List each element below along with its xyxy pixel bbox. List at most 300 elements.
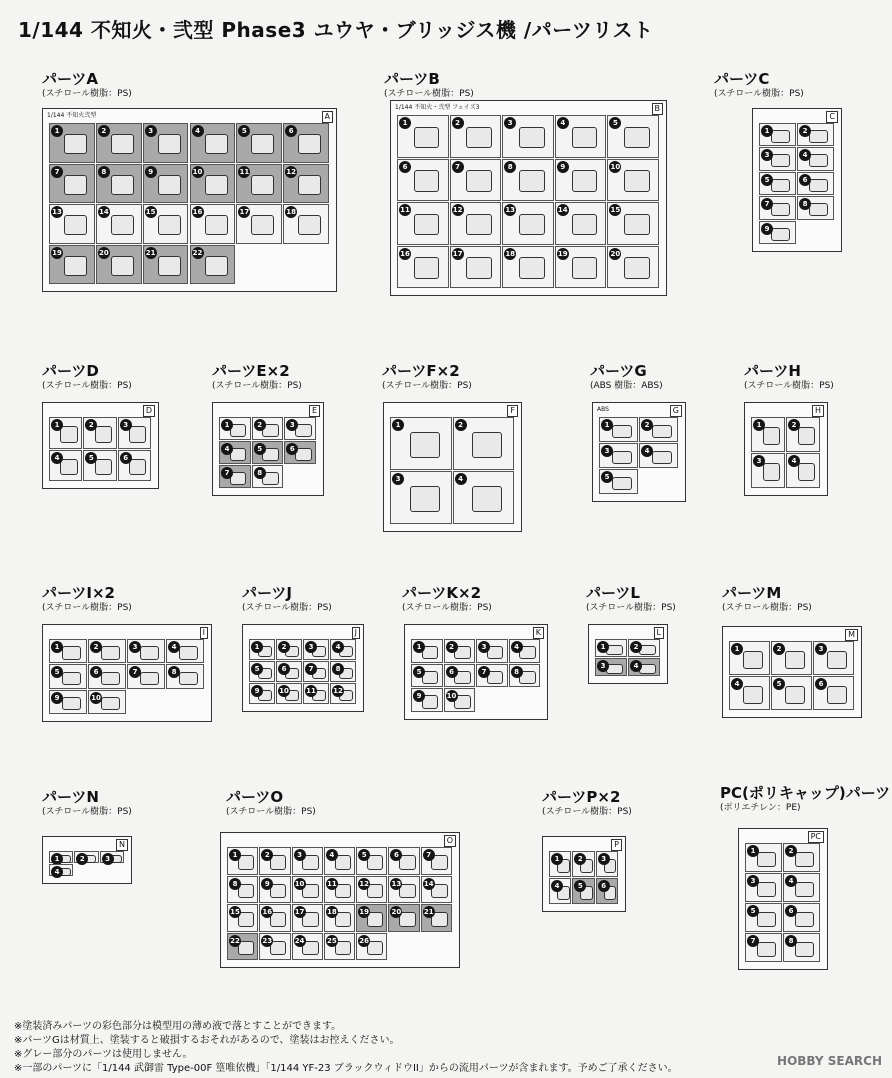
part-shape [771, 130, 790, 143]
part-number-badge: 7 [747, 935, 759, 947]
part-number-badge: 18 [286, 208, 297, 216]
sprue-cell [127, 664, 165, 688]
part-number-badge: 10 [279, 687, 289, 695]
part-number-badge: 12 [286, 167, 297, 176]
part-number-badge: 1 [51, 125, 63, 137]
sprue-cell [276, 683, 302, 704]
sprue-cell [330, 683, 356, 704]
part-shape [771, 179, 790, 192]
part-number-badge: 2 [574, 853, 586, 865]
sprue-cell [100, 851, 124, 863]
sprue-cell [759, 221, 796, 244]
part-number-badge: 5 [85, 452, 97, 464]
part-shape [798, 427, 816, 445]
part-shape [414, 214, 440, 236]
part-number-badge: 8 [229, 878, 241, 890]
sprue-cell [49, 864, 73, 876]
block-name: パーツK×2 [402, 584, 482, 602]
runner-j [242, 624, 364, 712]
runner-letter-tag: D [143, 405, 155, 417]
part-number-badge: 8 [168, 666, 180, 678]
part-shape [612, 451, 632, 465]
part-number-badge: 2 [785, 845, 797, 857]
part-number-badge: 2 [278, 641, 290, 653]
runner-c [752, 108, 842, 252]
part-number-badge: 1 [413, 641, 425, 653]
part-shape [179, 646, 199, 659]
block-material: (スチロール樹脂：PS) [542, 807, 632, 817]
sprue-cell [388, 876, 419, 904]
sprue-cell [330, 639, 356, 660]
sprue-cell [324, 933, 355, 961]
part-shape [572, 170, 598, 192]
part-number-badge: 22 [192, 248, 203, 257]
part-number-badge: 3 [145, 125, 157, 137]
part-shape [298, 175, 321, 195]
sprue-cell [450, 115, 502, 158]
sprue-cell [639, 417, 678, 442]
part-shape [111, 175, 134, 195]
sprue-cell [607, 159, 659, 202]
part-shape [64, 175, 87, 195]
part-shape [111, 134, 134, 154]
part-shape [809, 154, 828, 167]
part-number-badge: 9 [251, 685, 263, 697]
part-shape [466, 214, 492, 236]
sprue-cell [292, 904, 323, 932]
block-name: パーツA [42, 70, 99, 88]
part-number-badge: 2 [788, 419, 800, 431]
part-number-badge: 3 [598, 853, 610, 865]
sprue-cell [324, 847, 355, 875]
part-number-badge: 1 [392, 419, 404, 431]
sprue-cell [411, 688, 443, 712]
sprue-cell [143, 164, 189, 204]
sprue-cell [453, 417, 515, 470]
part-number-badge: 9 [761, 223, 773, 235]
part-number-badge: 3 [747, 875, 759, 887]
sprue-cell [783, 933, 820, 962]
part-number-badge: 1 [747, 845, 759, 857]
sprue-cell [259, 876, 290, 904]
part-number-badge: 6 [390, 849, 402, 861]
part-shape [827, 651, 848, 669]
sprue-cell [639, 443, 678, 468]
sprue-cell [88, 690, 126, 714]
part-number-badge: 2 [76, 853, 88, 865]
sprue-cell [411, 639, 443, 663]
runner-a [42, 108, 337, 292]
sprue-cell [555, 202, 607, 245]
sprue-cell [227, 933, 258, 961]
part-number-badge: 16 [400, 249, 410, 258]
block-material: (スチロール樹脂：PS) [42, 603, 132, 613]
sprue-cell [797, 123, 834, 146]
part-shape [757, 882, 776, 898]
runner-k [404, 624, 548, 720]
sprue-cell [227, 847, 258, 875]
part-number-badge: 2 [630, 641, 642, 653]
sprue-cell [596, 878, 618, 904]
part-shape [612, 477, 632, 491]
sprue-cell [249, 639, 275, 660]
part-shape [466, 170, 492, 192]
block-name: パーツH [744, 362, 801, 380]
block-name: パーツM [722, 584, 782, 602]
part-number-badge: 8 [511, 666, 523, 678]
part-number-badge: 6 [815, 678, 827, 690]
part-number-badge: 7 [129, 666, 141, 678]
part-number-badge: 7 [452, 161, 464, 173]
part-number-badge: 10 [294, 879, 305, 888]
part-shape [60, 459, 77, 476]
block-name: パーツI×2 [42, 584, 115, 602]
part-number-badge: 20 [98, 248, 109, 257]
runner-l [588, 624, 668, 684]
part-number-badge: 5 [601, 471, 613, 483]
part-number-badge: 12 [333, 687, 343, 695]
part-number-badge: 8 [785, 935, 797, 947]
part-number-badge: 20 [391, 908, 402, 916]
runner-letter-tag: K [533, 627, 544, 639]
sprue-cell [390, 417, 452, 470]
runner-d [42, 402, 159, 489]
sprue-cell [786, 417, 820, 452]
part-shape [795, 942, 814, 958]
block-name: パーツG [590, 362, 647, 380]
part-shape [757, 942, 776, 958]
part-number-badge: 4 [326, 849, 338, 861]
sprue-cell [596, 851, 618, 877]
part-shape [572, 214, 598, 236]
sprue-cell [397, 246, 449, 289]
sprue-cell [549, 878, 571, 904]
part-number-badge: 5 [238, 125, 250, 137]
sprue-cell [797, 147, 834, 170]
sprue-cell [74, 851, 98, 863]
part-shape [298, 134, 321, 154]
sprue-cell [252, 441, 284, 464]
block-material: (スチロール樹脂：PS) [402, 603, 492, 613]
sprue-cell [450, 246, 502, 289]
part-number-badge: 7 [221, 467, 233, 479]
sprue-cell [595, 658, 627, 676]
part-number-badge: 11 [326, 879, 337, 888]
sprue-cell [453, 471, 515, 524]
sprue-cell [143, 123, 189, 163]
part-number-badge: 19 [359, 908, 370, 916]
block-g-header [590, 362, 663, 392]
sprue-cell [476, 664, 508, 688]
part-number-badge: 9 [413, 690, 425, 702]
part-number-badge: 26 [359, 936, 370, 945]
sprue-cell [88, 639, 126, 663]
part-number-badge: 3 [601, 445, 613, 457]
sprue-cell [283, 204, 329, 244]
part-number-badge: 1 [221, 419, 233, 431]
block-p-header [542, 788, 632, 818]
part-number-badge: 23 [262, 936, 273, 945]
runner-letter-tag: F [507, 405, 518, 417]
part-shape [624, 214, 650, 236]
note-line: ※塗装済みパーツの彩色部分は模型用の薄め液で落とすことができます。 [14, 1021, 342, 1032]
part-shape [111, 256, 134, 276]
sprue-cell [252, 417, 284, 440]
block-material: (スチロール樹脂：PS) [384, 89, 474, 99]
sprue-cell [628, 658, 660, 676]
part-number-badge: 6 [446, 666, 458, 678]
part-shape [809, 203, 828, 216]
runner-plate-text: ABS [597, 406, 609, 413]
part-number-badge: 10 [192, 167, 203, 176]
sprue-cell [397, 159, 449, 202]
part-shape [410, 486, 440, 512]
sprue-cell [96, 164, 142, 204]
sprue-cell [49, 204, 95, 244]
sprue-cell [249, 683, 275, 704]
part-number-badge: 3 [815, 643, 827, 655]
sprue-cell [476, 639, 508, 663]
sprue-cell [797, 172, 834, 195]
part-shape [140, 646, 160, 659]
part-shape [129, 459, 146, 476]
part-number-badge: 4 [551, 880, 563, 892]
runner-letter-tag: H [812, 405, 824, 417]
part-shape [466, 127, 492, 149]
sprue-cell [450, 202, 502, 245]
part-number-badge: 8 [332, 663, 344, 675]
runner-letter-tag: C [826, 111, 838, 123]
part-number-badge: 15 [610, 206, 621, 214]
part-number-badge: 4 [51, 866, 63, 878]
part-shape [472, 486, 502, 512]
part-number-badge: 2 [446, 641, 458, 653]
part-number-badge: 13 [505, 206, 516, 214]
sprue-cell [227, 904, 258, 932]
sprue-cell [190, 123, 236, 163]
part-shape [624, 170, 650, 192]
sprue-cell [284, 441, 316, 464]
part-number-badge: 4 [557, 117, 569, 129]
sprue-cell [450, 159, 502, 202]
sprue-cell [166, 664, 204, 688]
note-line: ※グレー部分のパーツは使用しません。 [14, 1049, 193, 1060]
part-number-badge: 25 [326, 936, 337, 945]
sprue-cell [219, 465, 251, 488]
runner-letter-tag: A [322, 111, 333, 123]
sprue-cell [502, 159, 554, 202]
sprue-cell [96, 245, 142, 285]
sprue-cell [628, 639, 660, 657]
part-shape [771, 203, 790, 216]
block-material: (ポリエチレン：PE) [720, 803, 801, 813]
sprue-cell [284, 417, 316, 440]
part-number-badge: 4 [630, 660, 642, 672]
part-shape [205, 215, 228, 235]
runner-letter-tag: B [652, 103, 664, 115]
part-shape [60, 426, 77, 443]
block-b-header [384, 70, 474, 100]
part-shape [612, 425, 632, 439]
block-name: パーツO [226, 788, 284, 806]
sprue-cell [390, 471, 452, 524]
part-shape [572, 127, 598, 149]
part-number-badge: 3 [478, 641, 490, 653]
part-shape [158, 256, 181, 276]
sprue-cell [190, 245, 236, 285]
block-material: (スチロール樹脂：PS) [586, 603, 676, 613]
sprue-cell [555, 159, 607, 202]
part-shape [572, 257, 598, 279]
block-n-header [42, 788, 132, 818]
part-number-badge: 1 [753, 419, 765, 431]
part-number-badge: 2 [452, 117, 464, 129]
runner-letter-tag: N [116, 839, 128, 851]
block-material: (スチロール樹脂：PS) [42, 89, 132, 99]
part-number-badge: 2 [254, 419, 266, 431]
part-shape [519, 257, 545, 279]
part-number-badge: 4 [51, 452, 63, 464]
runner-b [390, 100, 667, 296]
block-name: パーツN [42, 788, 99, 806]
part-number-badge: 15 [230, 908, 240, 916]
part-shape [298, 215, 321, 235]
part-number-badge: 3 [597, 660, 609, 672]
sprue-cell [276, 661, 302, 682]
part-number-badge: 4 [785, 875, 797, 887]
part-number-badge: 1 [51, 641, 63, 653]
runner-letter-tag: G [670, 405, 682, 417]
part-number-badge: 3 [120, 419, 132, 431]
part-number-badge: 8 [98, 166, 110, 178]
part-shape [129, 426, 146, 443]
runner-g [592, 402, 686, 502]
sprue-cell [751, 417, 785, 452]
sprue-cell [388, 847, 419, 875]
part-shape [785, 651, 806, 669]
part-number-badge: 6 [399, 161, 411, 173]
sprue-cell [303, 661, 329, 682]
part-number-badge: 5 [51, 666, 63, 678]
block-name: PC(ポリキャップ)パーツ [720, 784, 891, 802]
part-number-badge: 19 [52, 248, 62, 257]
sprue-cell [88, 664, 126, 688]
block-c-header [714, 70, 804, 100]
part-number-badge: 14 [557, 206, 568, 214]
block-name: パーツB [384, 70, 440, 88]
block-material: (スチロール樹脂：PS) [714, 89, 804, 99]
runner-e [212, 402, 324, 496]
sprue-cell [509, 639, 541, 663]
runner-letter-tag: O [444, 835, 456, 847]
part-number-badge: 2 [773, 643, 785, 655]
block-j-header [242, 584, 332, 614]
sprue-cell [509, 664, 541, 688]
part-number-badge: 5 [358, 849, 370, 861]
sprue-cell [49, 690, 87, 714]
sprue-cell [599, 443, 638, 468]
part-number-badge: 1 [251, 641, 263, 653]
runner-plate-text: 1/144 不知火弐型 [47, 112, 97, 119]
part-number-badge: 13 [391, 879, 402, 888]
part-number-badge: 4 [511, 641, 523, 653]
sprue-cell [143, 245, 189, 285]
part-number-badge: 5 [574, 880, 586, 892]
sprue-cell [96, 123, 142, 163]
part-number-badge: 14 [98, 208, 109, 216]
part-shape [795, 852, 814, 868]
sprue-cell [502, 115, 554, 158]
part-number-badge: 6 [598, 880, 610, 892]
sprue-cell [745, 933, 782, 962]
sprue-cell [759, 172, 796, 195]
part-number-badge: 3 [392, 473, 404, 485]
note-line: ※一部のパーツに「1/144 武御雷 Type-00F 篁唯依機」「1/144 YF-23 ブラックウィドウII」からの流用パーツが含まれます。予めご了承ください。 [14, 1063, 678, 1074]
runner-letter-tag: PC [808, 831, 824, 843]
part-number-badge: 17 [239, 208, 250, 216]
sprue-cell [283, 123, 329, 163]
sprue-cell [759, 147, 796, 170]
sprue-cell [783, 873, 820, 902]
sprue-cell [502, 202, 554, 245]
part-number-badge: 4 [221, 443, 233, 455]
part-number-badge: 1 [399, 117, 411, 129]
part-shape [95, 426, 112, 443]
part-number-badge: 6 [785, 905, 797, 917]
block-i-header [42, 584, 132, 614]
part-shape [399, 855, 416, 870]
part-number-badge: 5 [413, 666, 425, 678]
part-number-badge: 1 [597, 641, 609, 653]
part-number-badge: 1 [51, 419, 63, 431]
sprue-cell [599, 469, 638, 494]
sprue-cell [607, 115, 659, 158]
part-number-badge: 2 [641, 419, 653, 431]
part-number-badge: 1 [551, 853, 563, 865]
part-number-badge: 6 [120, 452, 132, 464]
part-number-badge: 7 [423, 849, 435, 861]
part-number-badge: 6 [285, 125, 297, 137]
sprue-cell [83, 450, 116, 482]
sprue-cell [444, 688, 476, 712]
sprue-cell [249, 661, 275, 682]
runner-n [42, 836, 132, 884]
sprue-cell [292, 876, 323, 904]
part-shape [624, 127, 650, 149]
block-name: パーツF×2 [382, 362, 460, 380]
sprue-cell [771, 676, 812, 710]
sprue-cell [813, 641, 854, 675]
sprue-cell [388, 904, 419, 932]
part-shape [205, 134, 228, 154]
part-number-badge: 2 [90, 641, 102, 653]
block-material: (スチロール樹脂：PS) [226, 807, 316, 817]
part-number-badge: 8 [504, 161, 516, 173]
sprue-cell [745, 843, 782, 872]
sprue-cell [49, 450, 82, 482]
sprue-cell [236, 204, 282, 244]
part-number-badge: 3 [129, 641, 141, 653]
notes [14, 1020, 678, 1076]
block-o-header [226, 788, 316, 818]
sprue-cell [421, 876, 452, 904]
part-shape [743, 651, 764, 669]
part-number-badge: 8 [254, 467, 266, 479]
runner-letter-tag: L [654, 627, 664, 639]
sprue-cell [49, 851, 73, 863]
sprue-cell [421, 847, 452, 875]
block-name: パーツL [586, 584, 640, 602]
